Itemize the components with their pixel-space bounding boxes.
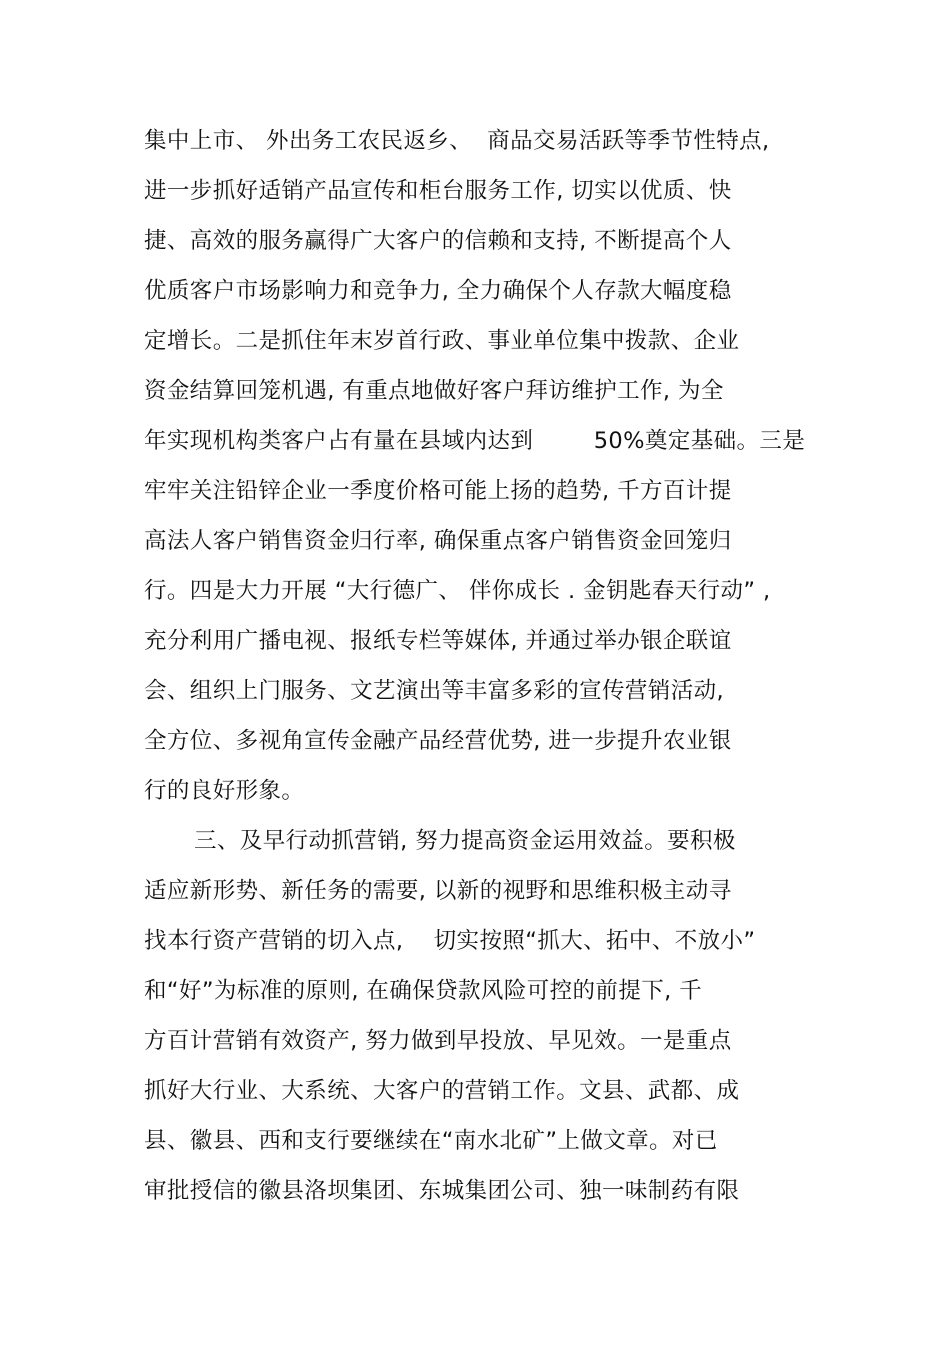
paragraph-line: 年实现机构类客户占有量在县域内达到 50%奠定基础。三是 xyxy=(144,428,806,454)
paragraph-line: 方百计营销有效资产, 努力做到早投放、早见效。一是重点 xyxy=(144,1028,732,1054)
paragraph-line: 进一步抓好适销产品宣传和柜台服务工作, 切实以优质、快 xyxy=(144,178,732,204)
paragraph-line: 和“好”为标准的原则, 在确保贷款风险可控的前提下, 千 xyxy=(144,978,703,1004)
paragraph-line: 捷、高效的服务赢得广大客户的信赖和支持, 不断提高个人 xyxy=(144,228,732,254)
paragraph-line: 高法人客户销售资金归行率, 确保重点客户销售资金回笼归 xyxy=(144,528,732,554)
paragraph-line: 三、及早行动抓营销, 努力提高资金运用效益。要积极 xyxy=(194,828,736,854)
paragraph-line: 集中上市、 外出务工农民返乡、 商品交易活跃等季节性特点, xyxy=(144,128,770,154)
paragraph-line: 定增长。二是抓住年末岁首行政、事业单位集中拨款、企业 xyxy=(144,328,740,354)
paragraph-line: 适应新形势、新任务的需要, 以新的视野和思维积极主动寻 xyxy=(144,878,732,904)
paragraph-line: 县、徽县、西和支行要继续在“南水北矿”上做文章。对已 xyxy=(144,1128,718,1154)
paragraph-line: 抓好大行业、大系统、大客户的营销工作。文县、武都、成 xyxy=(144,1078,740,1104)
paragraph-line: 资金结算回笼机遇, 有重点地做好客户拜访维护工作, 为全 xyxy=(144,378,724,404)
paragraph-line: 找本行资产营销的切入点, 切实按照“抓大、拓中、不放小” xyxy=(144,928,756,954)
paragraph-line: 行。四是大力开展 “大行德广、 伴你成长 . 金钥匙春天行动” , xyxy=(144,578,771,604)
paragraph-line: 会、组织上门服务、文艺演出等丰富多彩的宣传营销活动, xyxy=(144,678,725,704)
paragraph-line: 行的良好形象。 xyxy=(144,778,305,804)
paragraph-line: 优质客户市场影响力和竞争力, 全力确保个人存款大幅度稳 xyxy=(144,278,732,304)
paragraph-line: 审批授信的徽县洛坝集团、东城集团公司、独一味制药有限 xyxy=(144,1178,740,1204)
paragraph-line: 牢牢关注铅锌企业一季度价格可能上扬的趋势, 千方百计提 xyxy=(144,478,732,504)
paragraph-line: 充分利用广播电视、报纸专栏等媒体, 并通过举办银企联谊 xyxy=(144,628,732,654)
paragraph-line: 全方位、多视角宣传金融产品经营优势, 进一步提升农业银 xyxy=(144,728,732,754)
